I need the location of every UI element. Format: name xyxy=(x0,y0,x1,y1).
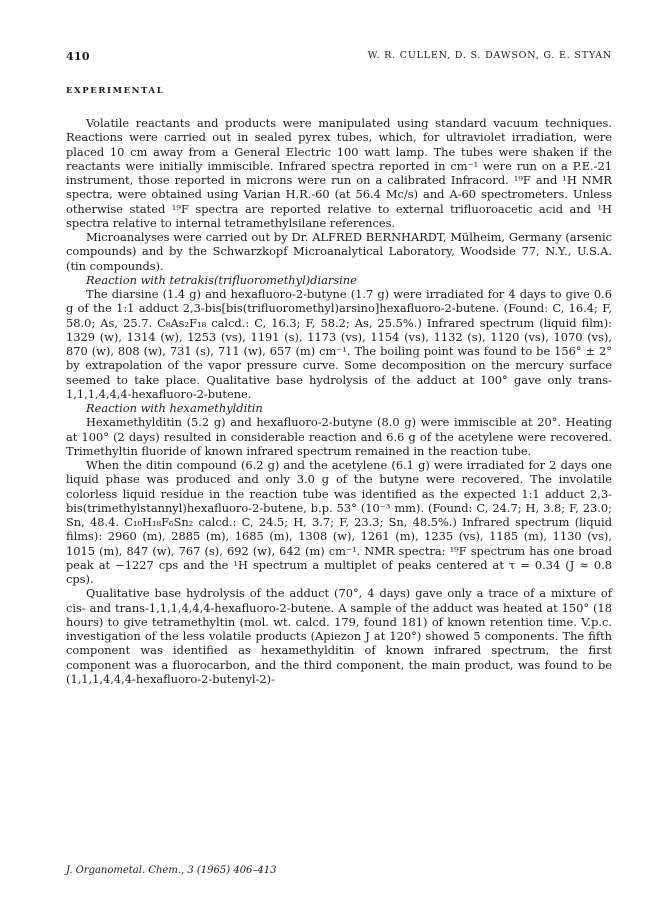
paragraph-general-methods: Volatile reactants and products were manipulated using standard vacuum techniques. Reactions were carried out in sealed pyrex tubes, which, for ultraviolet irradiation, were placed 10 cm away from a General Electric 100 watt lamp. The tubes were shaken if the reactants were initially immiscible. Infrared spectra reported in cm⁻¹ were run on a P.E.-21 instrument, those reported in microns were run on a calibrated Infracord. ¹⁹F and ¹H NMR spectra, were obtained using Varian H.R.-60 (at 56.4 Mc/s) and A-60 spectrometers. Unless otherwise stated ¹⁹F spectra are reported relative to external trifluoroacetic acid and ¹H spectra relative to internal tetramethylsilane references. xyxy=(66,116,612,230)
subsection-heading-diarsine: Reaction with tetrakis(trifluoromethyl)diarsine xyxy=(86,272,357,287)
section-title: EXPERIMENTAL xyxy=(66,86,165,96)
paragraph-ditin-heating: Hexamethylditin (5.2 g) and hexafluoro-2-butyne (8.0 g) were immiscible at 20°. Heating at 100° (2 days) resulted in considerable reaction and 6.6 g of the acetylene were recovered. Trimethyltin fluoride of known infrared spectrum remained in the reaction tube. xyxy=(66,415,612,458)
paragraph-ditin-irradiation: When the ditin compound (6.2 g) and the acetylene (6.1 g) were irradiated for 2 days one liquid phase was produced and only 3.0 g of the butyne were recovered. The involatile colorless liquid residue in the reaction tube was identified as the expected 1:1 adduct 2,3-bis(trimethylstannyl)hexafluoro-2-butene, b.p. 53° (10⁻³ mm). (Found: C, 24.7; H, 3.8; F, 23.0; Sn, 48.4. C₁₀H₁₈F₆Sn₂ calcd.: C, 24.5; H, 3.7; F, 23.3; Sn, 48.5%.) Infrared spectrum (liquid films): 2960 (m), 2885 (m), 1685 (m), 1308 (w), 1261 (m), 1235 (vs), 1185 (m), 1130 (vs), 1015 (m), 847 (w), 767 (s), 692 (w), 642 (m) cm⁻¹. NMR spectra: ¹⁹F spectrum has one broad peak at −1227 cps and the ¹H spectrum a multiplet of peaks centered at τ = 0.34 (J ≈ 0.8 cps). xyxy=(66,458,612,586)
paragraph-ditin-hydrolysis: Qualitative base hydrolysis of the adduct (70°, 4 days) gave only a trace of a mixture of cis- and trans-1,1,1,4,4,4-hexafluoro-2-butene. A sample of the adduct was heated at 150° (18 hours) to give tetramethyltin (mol. wt. calcd. 179, found 181) of known retention time. V.p.c. investigation of the less volatile products (Apiezon J at 120°) showed 5 components. The fifth component was identified as hexamethylditin of known infrared spectrum, the first component was a fluorocarbon, and the third component, the main product, was found to be (1,1,1,4,4,4-hexafluoro-2-butenyl-2)- xyxy=(66,586,612,686)
page-number: 410 xyxy=(66,50,90,63)
article-body xyxy=(66,116,612,686)
subsection-heading-ditin: Reaction with hexamethylditin xyxy=(86,401,263,415)
paragraph-microanalyses: Microanalyses were carried out by Dr. ALFRED BERNHARDT, Mülheim, Germany (arsenic compounds) and by the Schwarzkopf Microanalytical Laboratory, Woodside 77, N.Y., U.S.A. (tin compounds). xyxy=(66,230,612,273)
running-authors: W. R. CULLEN, D. S. DAWSON, G. E. STYAN xyxy=(367,50,612,61)
journal-citation-footer: J. Organometal. Chem., 3 (1965) 406–413 xyxy=(66,865,277,876)
paragraph-diarsine-reaction: The diarsine (1.4 g) and hexafluoro-2-butyne (1.7 g) were irradiated for 4 days to give 0.6 g of the 1:1 adduct 2,3-bis[bis(trifluoromethyl)arsino]hexafluoro-2-butene. (Found: C, 16.4; F, 58.0; As, 25.7. C₈As₂F₁₈ calcd.: C, 16.3; F, 58.2; As, 25.5%.) Infrared spectrum (liquid film): 1329 (w), 1314 (w), 1253 (vs), 1191 (s), 1173 (vs), 1154 (vs), 1132 (s), 1120 (vs), 1070 (vs), 870 (w), 808 (w), 731 (s), 711 (w), 657 (m) cm⁻¹. The boiling point was found to be 156° ± 2° by extrapolation of the vapor pressure curve. Some decomposition on the mercury surface seemed to take place. Qualitative base hydrolysis of the adduct at 100° gave only trans-1,1,1,4,4,4-hexafluoro-2-butene. xyxy=(66,287,612,401)
